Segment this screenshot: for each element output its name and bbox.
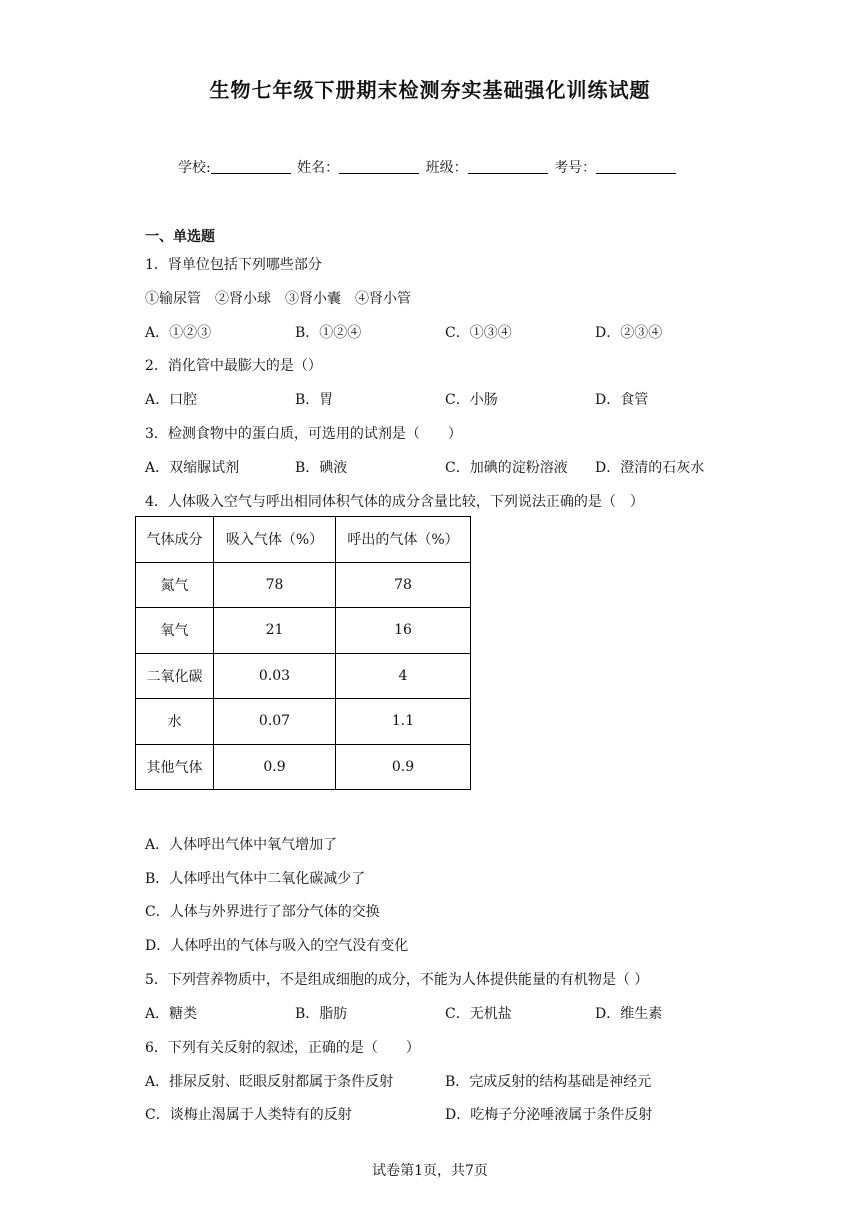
question-5-option-c[interactable]: C．无机盐 [445, 1006, 512, 1022]
question-3-option-c[interactable]: C．加碘的淀粉溶液 [445, 460, 568, 476]
question-1-option-a[interactable]: A．①②③ [145, 325, 212, 341]
gas-composition-table [135, 516, 471, 790]
page-footer: 试卷第1页，共7页 [372, 1163, 488, 1179]
school-blank[interactable] [211, 159, 291, 174]
table-cell: 21 [214, 608, 336, 654]
question-2-stem: 2．消化管中最膨大的是（） [145, 358, 322, 374]
table-cell: 0.07 [214, 699, 336, 745]
question-1-items: ①输尿管 ②肾小球 ③肾小囊 ④肾小管 [145, 291, 411, 307]
table-row [136, 653, 471, 699]
question-3-option-b[interactable]: B．碘液 [295, 460, 348, 476]
question-1-option-c[interactable]: C．①③④ [445, 325, 512, 341]
table-cell: 0.03 [214, 653, 336, 699]
question-5-stem: 5．下列营养物质中，不是组成细胞的成分，不能为人体提供能量的有机物是（ ） [145, 972, 649, 988]
table-row [136, 608, 471, 654]
exam-number-blank[interactable] [596, 159, 676, 174]
question-3-option-d[interactable]: D．澄清的石灰水 [595, 460, 705, 476]
table-cell: 1.1 [336, 699, 471, 745]
table-header-row [136, 517, 471, 563]
question-1-stem: 1．肾单位包括下列哪些部分 [145, 257, 322, 273]
question-5-option-a[interactable]: A．糖类 [145, 1006, 198, 1022]
question-6-option-c[interactable]: C．谈梅止渴属于人类特有的反射 [145, 1107, 352, 1123]
table-cell: 氧气 [136, 608, 214, 654]
question-2-option-c[interactable]: C．小肠 [445, 392, 498, 408]
question-6-option-d[interactable]: D．吃梅子分泌唾液属于条件反射 [445, 1107, 653, 1123]
question-1-option-b[interactable]: B．①②④ [295, 325, 362, 341]
class-blank[interactable] [468, 159, 548, 174]
table-row [136, 562, 471, 608]
question-3-stem: 3．检测食物中的蛋白质，可选用的试剂是（ ） [145, 426, 462, 442]
question-4-option-c[interactable]: C．人体与外界进行了部分气体的交换 [145, 904, 380, 920]
question-4-option-d[interactable]: D．人体呼出的气体与吸入的空气没有变化 [145, 938, 409, 954]
student-info-line [178, 157, 678, 177]
question-4-option-b[interactable]: B．人体呼出气体中二氧化碳减少了 [145, 871, 366, 887]
question-6-option-b[interactable]: B．完成反射的结构基础是神经元 [445, 1074, 652, 1090]
table-row [136, 744, 471, 790]
exam-title: 生物七年级下册期末检测夯实基础强化训练试题 [209, 78, 651, 102]
table-cell: 78 [336, 562, 471, 608]
table-header-cell: 气体成分 [136, 517, 214, 563]
table-cell: 0.9 [336, 744, 471, 790]
table-cell: 4 [336, 653, 471, 699]
question-6-stem: 6．下列有关反射的叙述，正确的是（ ） [145, 1040, 420, 1056]
table-cell: 氮气 [136, 562, 214, 608]
question-4-option-a[interactable]: A．人体呼出气体中氧气增加了 [145, 837, 338, 853]
table-cell: 其他气体 [136, 744, 214, 790]
question-2-option-a[interactable]: A．口腔 [145, 392, 198, 408]
table-cell: 16 [336, 608, 471, 654]
question-6-option-a[interactable]: A．排尿反射、眨眼反射都属于条件反射 [145, 1074, 394, 1090]
school-label: 学校: [178, 160, 211, 176]
table-cell: 0.9 [214, 744, 336, 790]
section-heading: 一、单选题 [145, 229, 215, 245]
question-5-option-b[interactable]: B．脂肪 [295, 1006, 348, 1022]
table-cell: 水 [136, 699, 214, 745]
question-2-option-b[interactable]: B．胃 [295, 392, 334, 408]
table-header-cell: 吸入气体（%） [214, 517, 336, 563]
name-blank[interactable] [339, 159, 419, 174]
exam-number-label: 考号： [554, 160, 597, 176]
question-2-option-d[interactable]: D．食管 [595, 392, 649, 408]
question-5-option-d[interactable]: D．维生素 [595, 1006, 663, 1022]
class-label: 班级： [425, 160, 468, 176]
table-cell: 78 [214, 562, 336, 608]
question-1-option-d[interactable]: D．②③④ [595, 325, 663, 341]
question-3-option-a[interactable]: A．双缩脲试剂 [145, 460, 240, 476]
table-row [136, 699, 471, 745]
name-label: 姓名： [297, 160, 340, 176]
table-header-cell: 呼出的气体（%） [336, 517, 471, 563]
table-cell: 二氧化碳 [136, 653, 214, 699]
question-4-stem: 4．人体吸入空气与呼出相同体积气体的成分含量比较，下列说法正确的是（ ） [145, 494, 644, 510]
